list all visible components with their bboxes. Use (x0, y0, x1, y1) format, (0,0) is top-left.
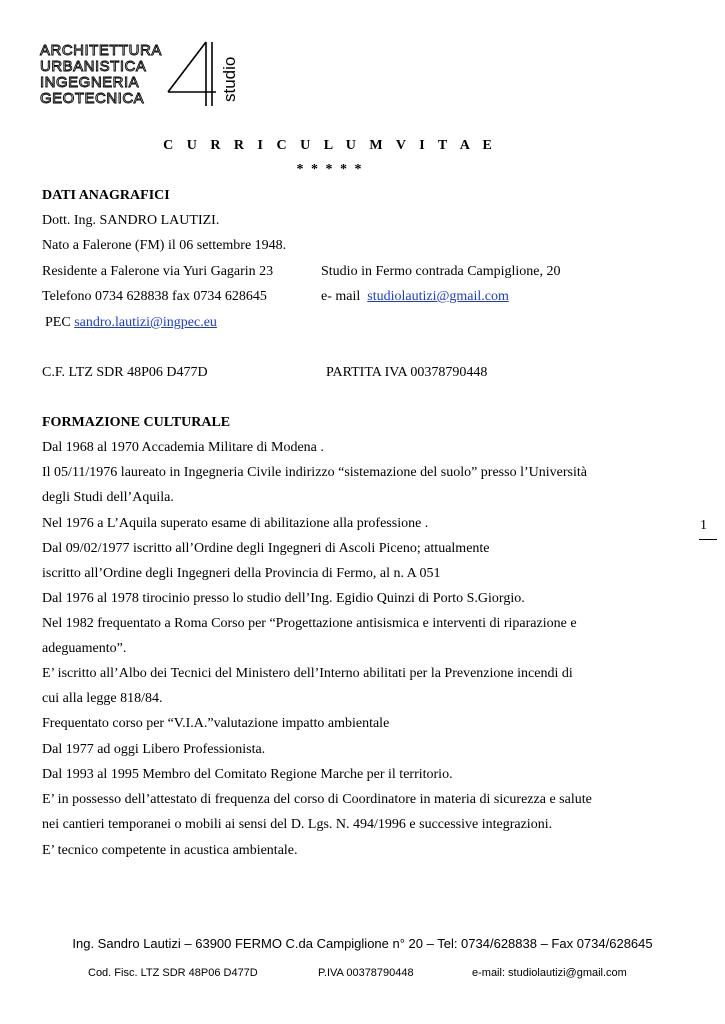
partita-iva: PARTITA IVA 00378790448 (326, 365, 488, 380)
birth-info: Nato a Falerone (FM) il 06 settembre 1948. (42, 238, 287, 253)
email-link[interactable]: studiolautizi@gmail.com (367, 289, 509, 304)
footer-codice-fiscale: Cod. Fisc. LTZ SDR 48P06 D477D (88, 967, 258, 979)
logo-studio-word: studio (220, 56, 239, 102)
formazione-line: Frequentato corso per “V.I.A.”valutazione impatto ambientale (42, 716, 390, 731)
pec-line (45, 315, 217, 331)
page-number: 1 (700, 518, 707, 533)
formazione-line: E’ in possesso dell’attestato di frequenza del corso di Coordinatore in materia di sicurezza e salute (42, 792, 592, 807)
logo-line-4: GEOTECNICA (40, 90, 145, 107)
studio-logo (38, 40, 243, 110)
page-number-rule (699, 539, 717, 540)
formazione-line: E’ tecnico competente in acustica ambientale. (42, 843, 298, 858)
logo-line-1: ARCHITETTURA (40, 42, 162, 59)
section-heading-anagrafici: DATI ANAGRAFICI (42, 188, 170, 203)
logo-line-3: INGEGNERIA (40, 74, 140, 91)
document-title: C U R R I C U L U M V I T A E (163, 138, 497, 153)
section-heading-formazione: FORMAZIONE CULTURALE (42, 415, 231, 430)
footer-partita-iva: P.IVA 00378790448 (318, 967, 414, 979)
formazione-line: Dal 1993 al 1995 Membro del Comitato Regione Marche per il territorio. (42, 767, 453, 782)
pec-label: PEC (45, 315, 75, 330)
formazione-line: Dal 1968 al 1970 Accademia Militare di Modena . (42, 440, 324, 455)
formazione-line: Dal 1977 ad oggi Libero Professionista. (42, 742, 266, 757)
formazione-line: Dal 1976 al 1978 tirocinio presso lo studio dell’Ing. Egidio Quinzi di Porto S.Giorgio. (42, 591, 525, 606)
formazione-line: Dal 09/02/1977 iscritto all’Ordine degli Ingegneri di Ascoli Piceno; attualmente (42, 541, 490, 556)
formazione-line: iscritto all’Ordine degli Ingegneri della Provincia di Fermo, al n. A 051 (42, 566, 441, 581)
formazione-line: Nel 1976 a L’Aquila superato esame di abilitazione alla professione . (42, 516, 429, 531)
person-name: Dott. Ing. SANDRO LAUTIZI. (42, 213, 220, 228)
formazione-line: adeguamento”. (42, 641, 127, 656)
title-stars: * * * * * (296, 162, 364, 177)
email-line (321, 289, 509, 305)
codice-fiscale: C.F. LTZ SDR 48P06 D477D (42, 365, 208, 380)
formazione-line: cui alla legge 818/84. (42, 691, 163, 706)
logo-numeral-4 (168, 42, 216, 106)
logo-line-2: URBANISTICA (40, 58, 147, 75)
residence-address: Residente a Falerone via Yuri Gagarin 23 (42, 264, 274, 279)
formazione-line: Il 05/11/1976 laureato in Ingegneria Civile indirizzo “sistemazione del suolo” presso l’Università (42, 465, 587, 480)
footer-contact-line: Ing. Sandro Lautizi – 63900 FERMO C.da Campiglione n° 20 – Tel: 0734/628838 – Fax 0734/628645 (72, 936, 653, 951)
formazione-line: nei cantieri temporanei o mobili ai sensi del D. Lgs. N. 494/1996 e successive integrazioni. (42, 817, 553, 832)
email-label: e- mail (321, 289, 368, 304)
formazione-line: degli Studi dell’Aquila. (42, 490, 174, 505)
formazione-line: E’ iscritto all’Albo dei Tecnici del Ministero dell’Interno abilitati per la Prevenzione incendi di (42, 666, 573, 681)
footer-email: e-mail: studiolautizi@gmail.com (472, 967, 627, 979)
pec-link[interactable]: sandro.lautizi@ingpec.eu (74, 315, 217, 330)
phone-fax: Telefono 0734 628838 fax 0734 628645 (42, 289, 267, 304)
logo-graphic (38, 40, 243, 110)
studio-address: Studio in Fermo contrada Campiglione, 20 (321, 264, 561, 279)
formazione-line: Nel 1982 frequentato a Roma Corso per “Progettazione antisismica e interventi di riparazione e (42, 616, 577, 631)
